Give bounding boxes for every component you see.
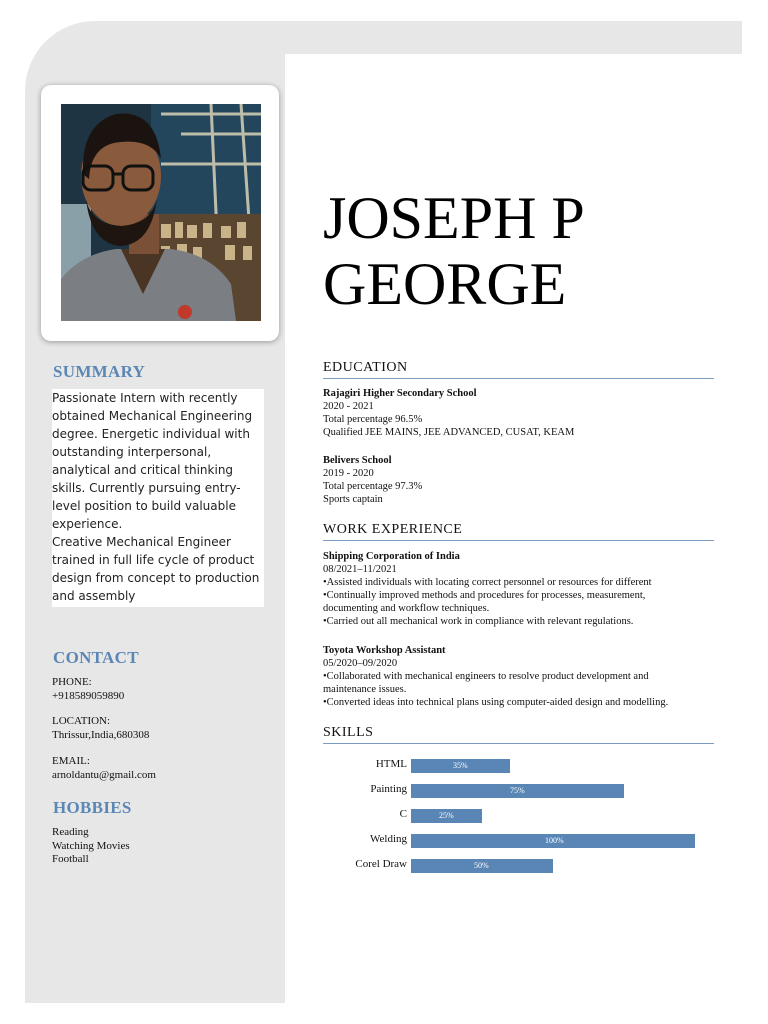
job-bullet: •Assisted individuals with locating correct personnel or resources for different [323,577,652,588]
skill-label: C [399,808,407,820]
education-entry [323,454,723,506]
education-heading: EDUCATION [323,360,714,379]
school-name: Rajagiri Higher Secondary School [323,388,477,399]
skill-label: Corel Draw [355,858,407,870]
profile-photo-card [41,85,279,341]
skill-bar [411,784,624,798]
summary-paragraph-1: Passionate Intern with recently obtained Mechanical Engineering degree. Energetic individual with outstanding interpersonal, analytical and critical thinking skills. Currently pursuing entry-level position to build valuable experience. [52,391,253,531]
skill-bar [411,859,553,873]
hobby-item: Watching Movies [52,839,130,852]
job-title: Shipping Corporation of India [323,551,460,562]
summary-paragraph-2: Creative Mechanical Engineer trained in full life cycle of product design from concept to production and assembly [52,535,260,603]
contact-phone [52,676,124,703]
name-line-1: JOSEPH P [323,185,585,251]
skill-label: Welding [370,833,407,845]
school-years: 2020 - 2021 [323,401,374,412]
skill-bar [411,809,482,823]
job-bullet-cont: documenting and workflow techniques. [323,603,490,614]
skill-bar [411,834,695,848]
email-value: arnoldantu@gmail.com [52,768,156,781]
job-bullet-cont: maintenance issues. [323,684,407,695]
contact-location [52,715,149,742]
skill-label: Painting [370,783,407,795]
contact-heading: CONTACT [53,648,139,667]
skill-percent-label: 25% [439,811,454,820]
job-bullet: •Continually improved methods and procedures for processes, measurement, [323,590,646,601]
location-value: Thrissur,India,680308 [52,728,150,741]
contact-email [52,755,156,782]
school-percentage: Total percentage 97.3% [323,481,423,492]
school-note: Qualified JEE MAINS, JEE ADVANCED, CUSAT, KEAM [323,427,575,438]
header-band [95,21,742,54]
profile-photo [61,104,261,321]
phone-label: PHONE: [52,676,92,688]
skills-heading: SKILLS [323,725,714,744]
hobbies-list [52,826,130,867]
work-entry [323,550,723,628]
school-percentage: Total percentage 96.5% [323,414,423,425]
job-dates: 05/2020–09/2020 [323,658,398,669]
work-experience-heading: WORK EXPERIENCE [323,522,714,541]
email-label: EMAIL: [52,755,90,767]
skill-label: HTML [375,758,407,770]
work-entry [323,644,723,709]
skill-percent-label: 100% [545,836,564,845]
hobby-item: Reading [52,826,89,838]
skill-percent-label: 35% [453,761,468,770]
skill-bar [411,759,510,773]
candidate-name [323,185,585,317]
hobby-item: Football [52,853,89,865]
job-bullet: •Collaborated with mechanical engineers to resolve product development and [323,671,649,682]
job-dates: 08/2021–11/2021 [323,564,397,575]
job-bullet: •Carried out all mechanical work in compliance with relevant regulations. [323,616,634,627]
summary-heading: SUMMARY [53,362,146,381]
hobbies-heading: HOBBIES [53,798,132,817]
education-entry [323,387,723,439]
job-bullet: •Converted ideas into technical plans using computer-aided design and modelling. [323,697,669,708]
name-line-2: GEORGE [323,251,567,317]
summary-text [52,389,264,607]
skills-chart [323,752,723,882]
school-name: Belivers School [323,455,392,466]
profile-photo-illustration [61,104,261,321]
phone-value: +918589059890 [52,689,125,702]
skill-percent-label: 50% [474,861,489,870]
job-title: Toyota Workshop Assistant [323,645,446,656]
school-years: 2019 - 2020 [323,468,374,479]
location-label: LOCATION: [52,715,111,727]
skill-percent-label: 75% [510,786,525,795]
school-note: Sports captain [323,494,383,505]
